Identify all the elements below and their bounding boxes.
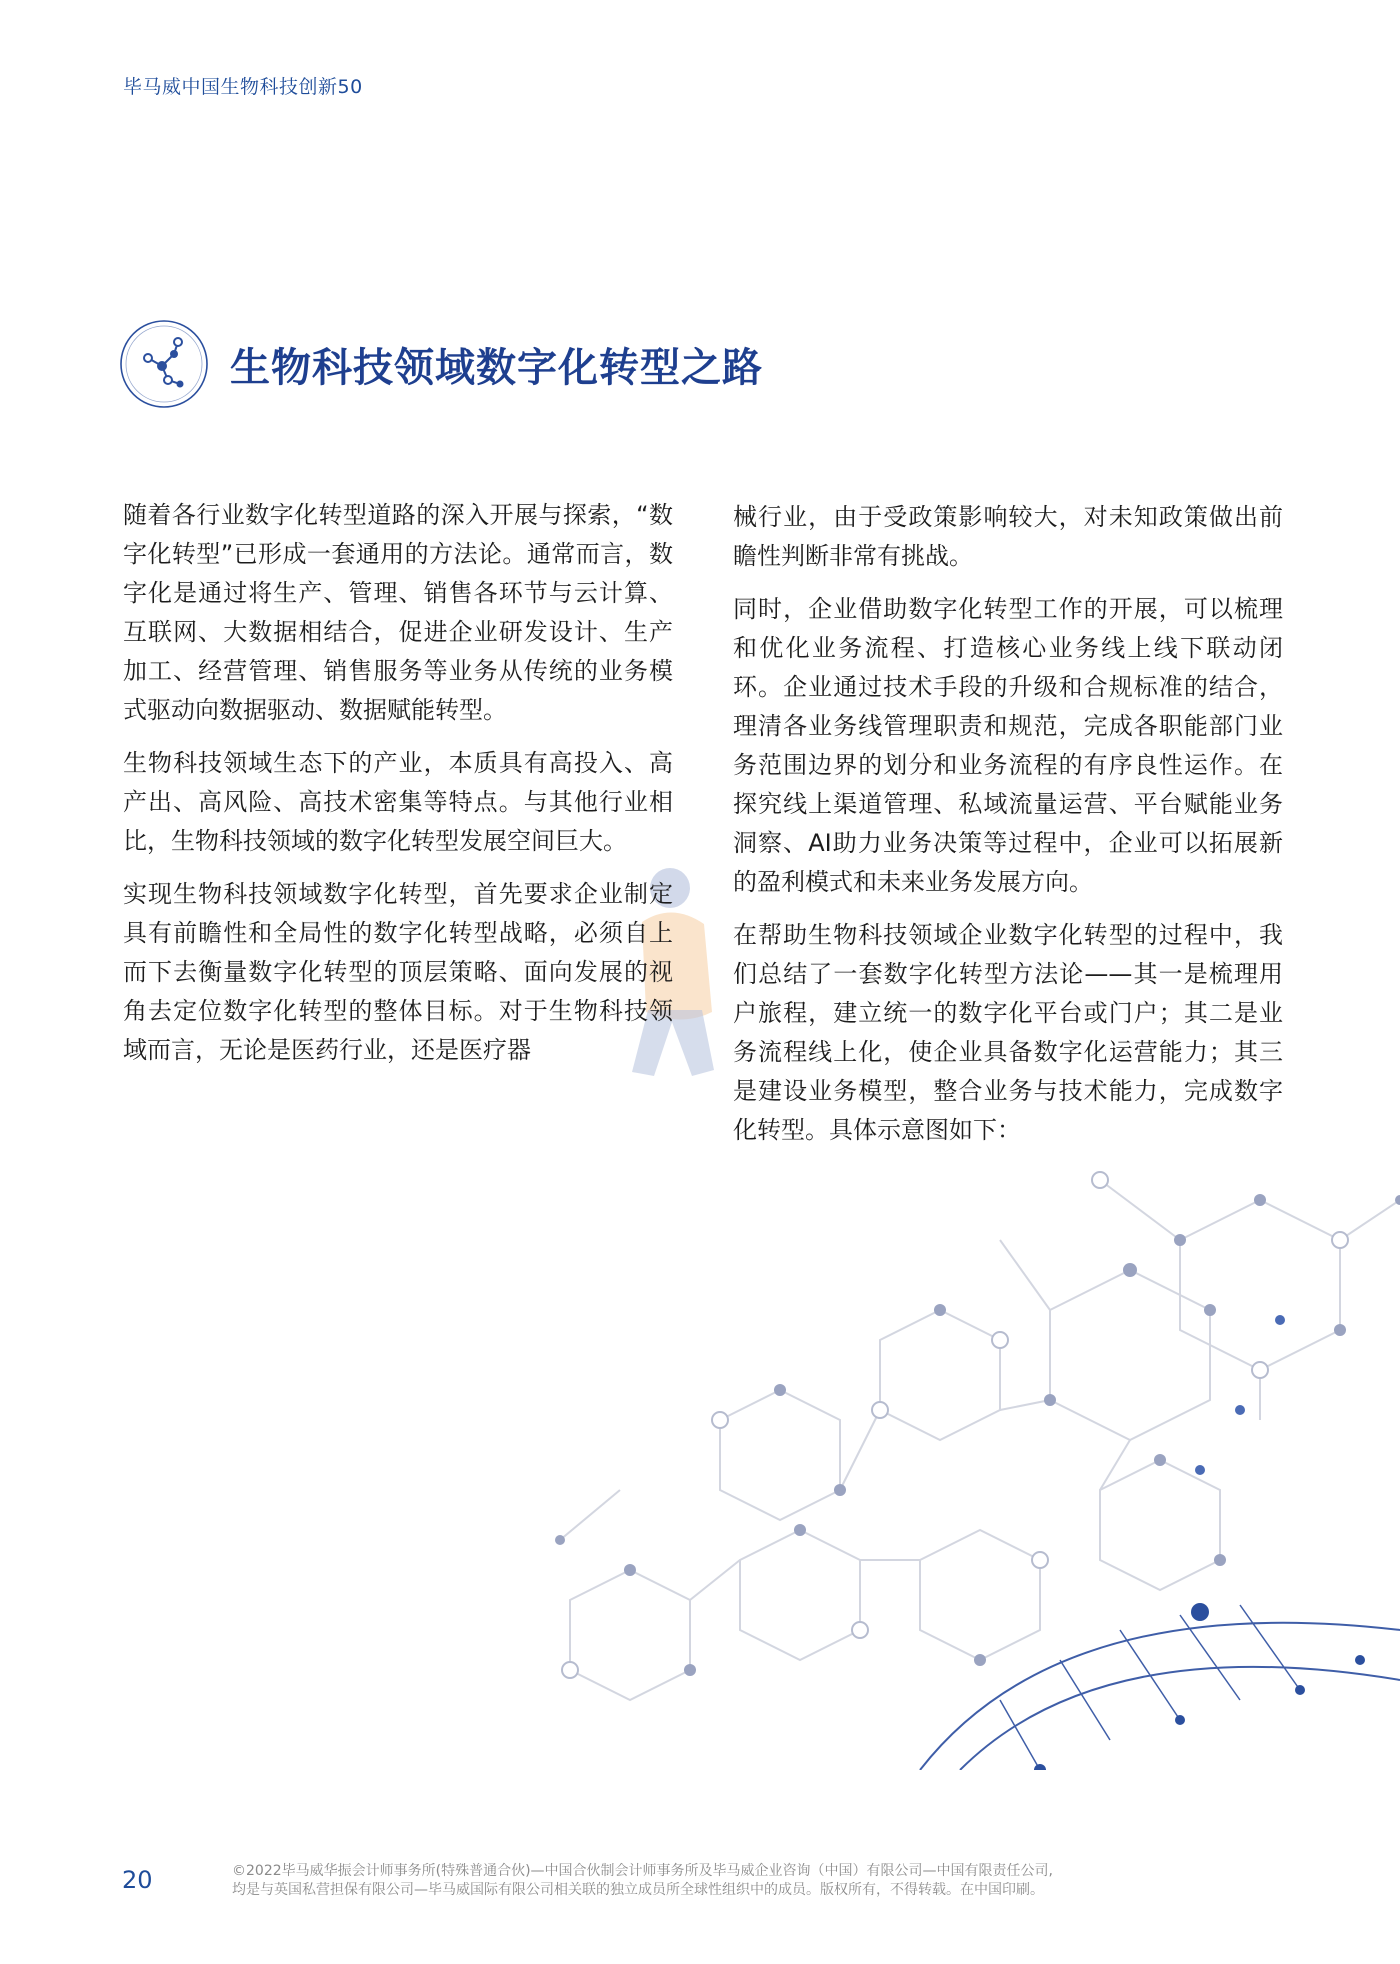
paragraph: 械行业，由于受政策影响较大，对未知政策做出前瞻性判断非常有挑战。 — [733, 503, 1283, 570]
section-title: 生物科技领域数字化转型之路 — [230, 345, 763, 391]
running-header: 毕马威中国生物科技创新50 — [123, 76, 363, 98]
left-column — [123, 496, 673, 1084]
paragraph: 在帮助生物科技领域企业数字化转型的过程中，我们总结了一套数字化转型方法论——其一是梳理用户旅程，建立统一的数字化平台或门户；其二是业务流程线上化，使企业具备数字化运营能力；其三是建设业务模型，整合业务与技术能力，完成数字化转型。具体示意图如下： — [733, 921, 1283, 1144]
paragraph: 实现生物科技领域数字化转型，首先要求企业制定具有前瞻性和全局性的数字化转型战略，必须自上而下去衡量数字化转型的顶层策略、面向发展的视角去定位数字化转型的整体目标。对于生物科技领域而言，无论是医药行业，还是医疗器 — [123, 880, 673, 1064]
paragraph: 同时，企业借助数字化转型工作的开展，可以梳理和优化业务流程、打造核心业务线上线下联动闭环。企业通过技术手段的升级和合规标准的结合，理清各业务线管理职责和规范，完成各职能部门业务范围边界的划分和业务流程的有序良性运作。在探究线上渠道管理、私域流量运营、平台赋能业务洞察、AI助力业务决策等过程中，企业可以拓展新的盈利模式和未来业务发展方向。 — [733, 595, 1283, 896]
paragraph: 随着各行业数字化转型道路的深入开展与探索，“数字化转型”已形成一套通用的方法论。通常而言，数字化是通过将生产、管理、销售各环节与云计算、互联网、大数据相结合，促进企业研发设计、生产加工、经营管理、销售服务等业务从传统的业务模式驱动向数据驱动、数据赋能转型。 — [123, 501, 673, 724]
legal-line: ©2022毕马威华振会计师事务所(特殊普通合伙)—中国合伙制会计师事务所及毕马威企业咨询（中国）有限公司—中国有限责任公司, — [232, 1863, 1053, 1879]
paragraph: 生物科技领域生态下的产业，本质具有高投入、高产出、高风险、高技术密集等特点。与其他行业相比，生物科技领域的数字化转型发展空间巨大。 — [123, 749, 673, 855]
footer-legal-notice — [232, 1862, 1192, 1900]
molecule-icon — [118, 318, 210, 410]
page-number: 20 — [122, 1866, 153, 1894]
legal-line: 均是与英国私营担保有限公司—毕马威国际有限公司相关联的独立成员所全球性组织中的成员。版权所有，不得转载。在中国印刷。 — [232, 1882, 1044, 1898]
right-column — [733, 498, 1283, 1164]
molecule-network-illustration — [540, 1160, 1400, 1770]
